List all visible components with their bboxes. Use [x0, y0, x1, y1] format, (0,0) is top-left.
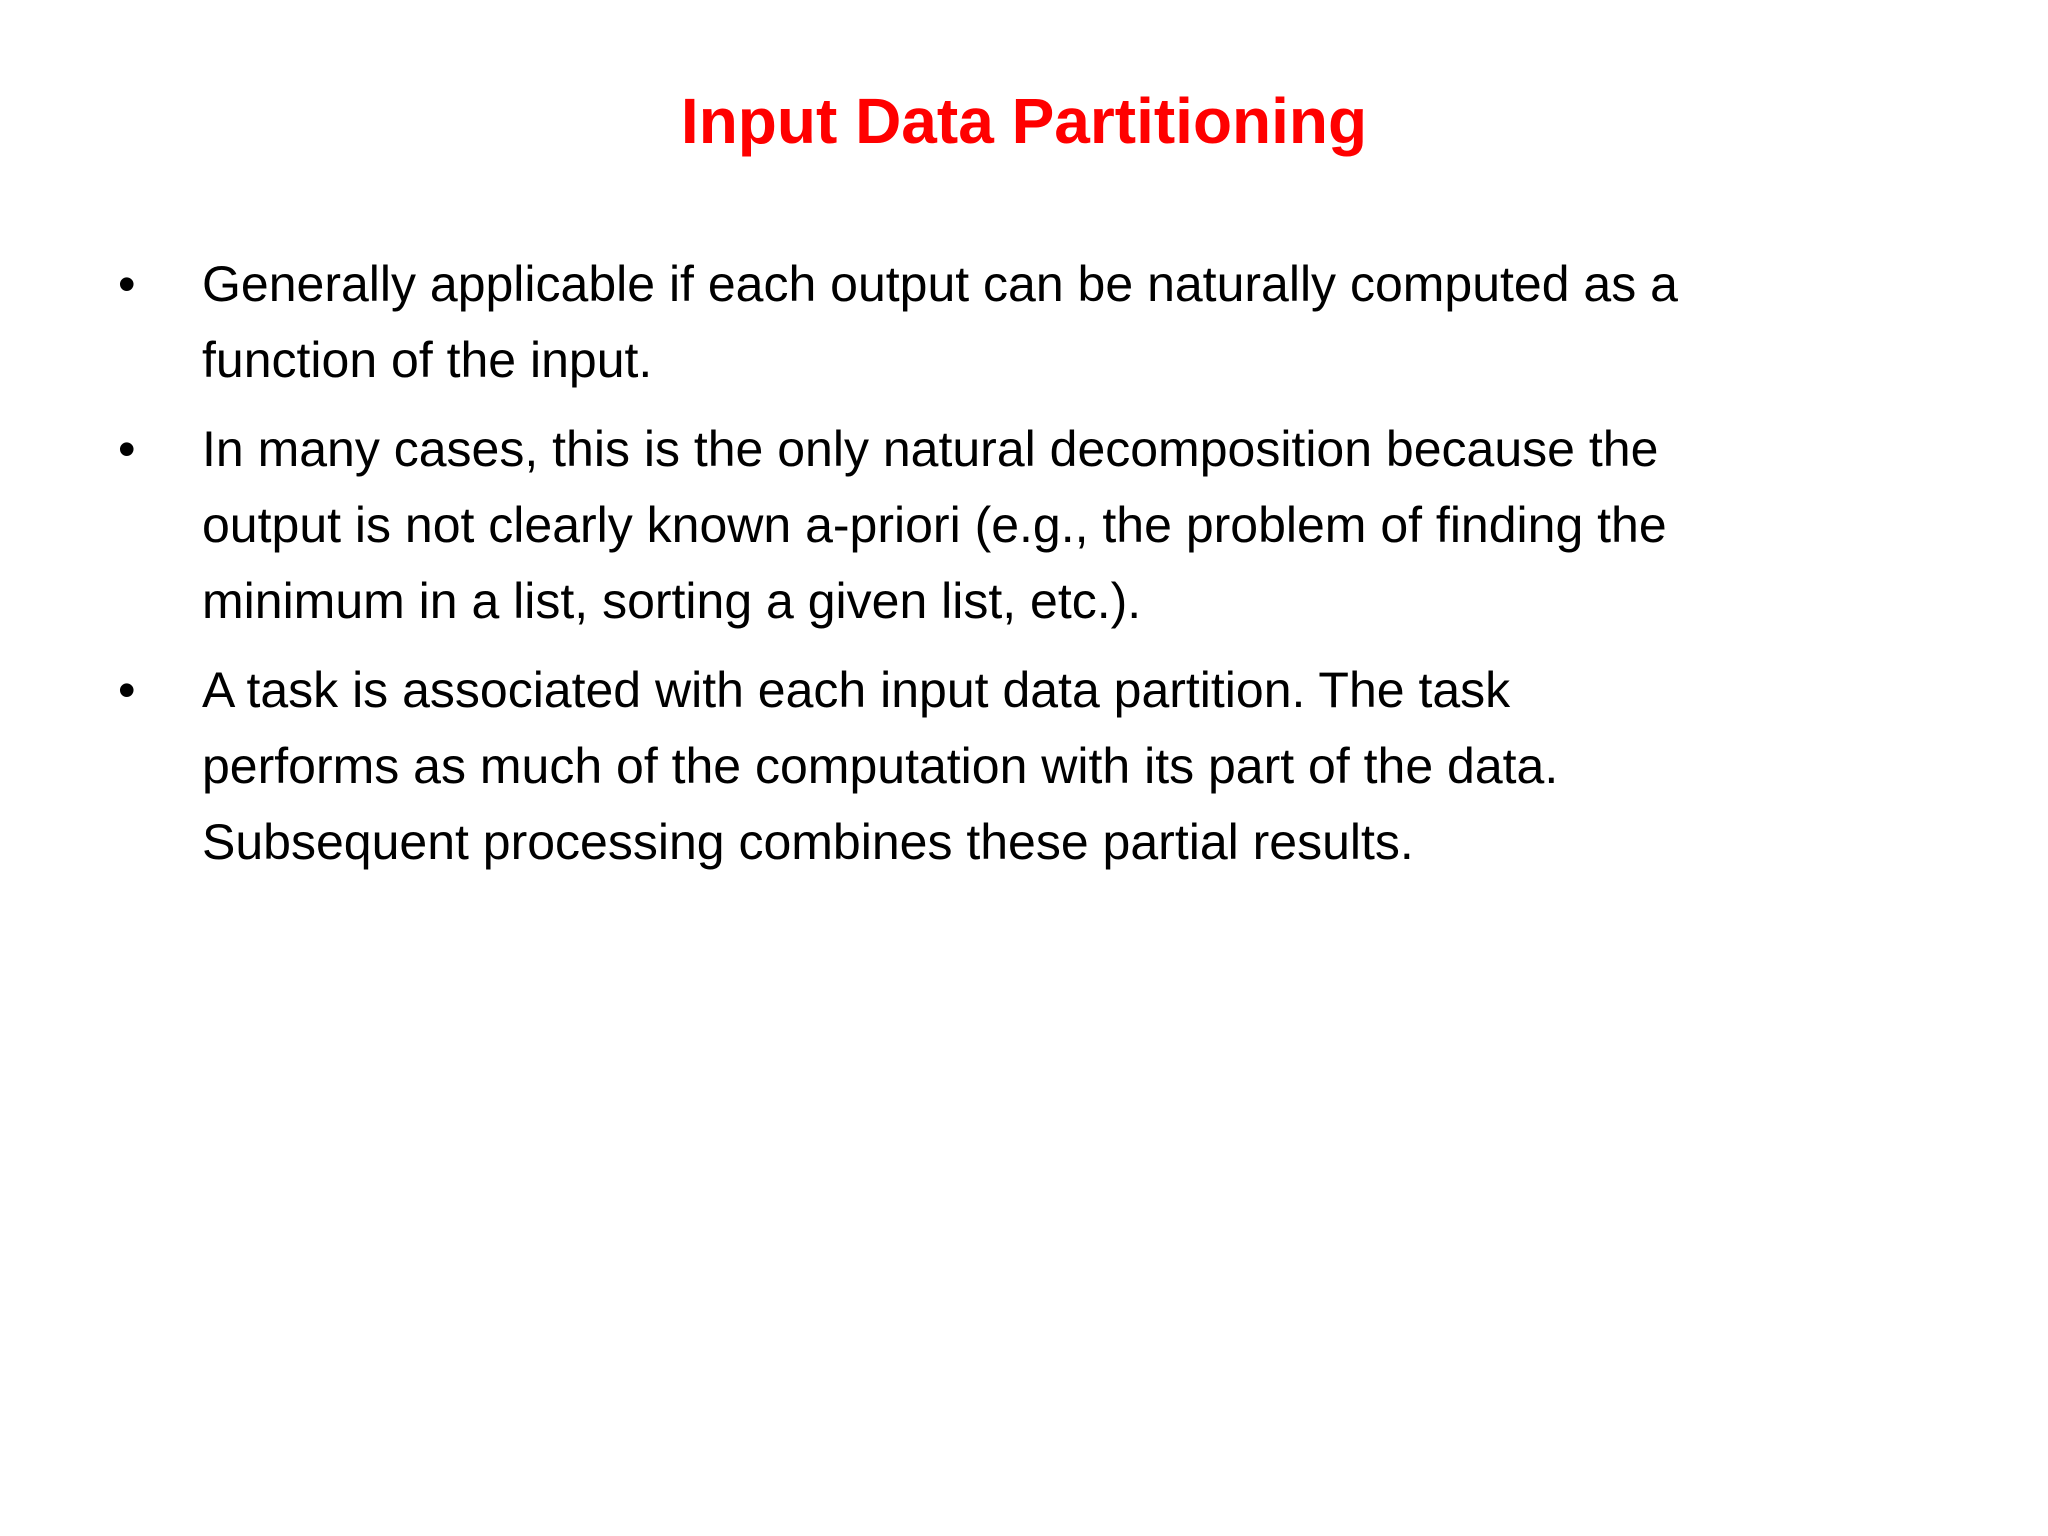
- bullet-dot-icon: •: [118, 662, 136, 718]
- bullet-item: [118, 246, 1938, 398]
- bullet-list: [118, 246, 1938, 893]
- slide-title: Input Data Partitioning: [680, 85, 1368, 157]
- bullet-dot-icon: •: [118, 421, 136, 477]
- bullet-item: [118, 411, 1938, 639]
- bullet-text: Generally applicable if each output can be naturally computed as a function of the input.: [202, 256, 1678, 388]
- bullet-text: In many cases, this is the only natural decomposition because the output is not clearly known a-priori (e.g., the problem of finding the minimum in a list, sorting a given list, etc.).: [202, 421, 1667, 629]
- bullet-item: [118, 652, 1938, 880]
- bullet-dot-icon: •: [118, 256, 136, 312]
- bullet-text: A task is associated with each input data partition. The task performs as much of the computation with its part of the data. Subsequent processing combines these partial results.: [202, 662, 1559, 870]
